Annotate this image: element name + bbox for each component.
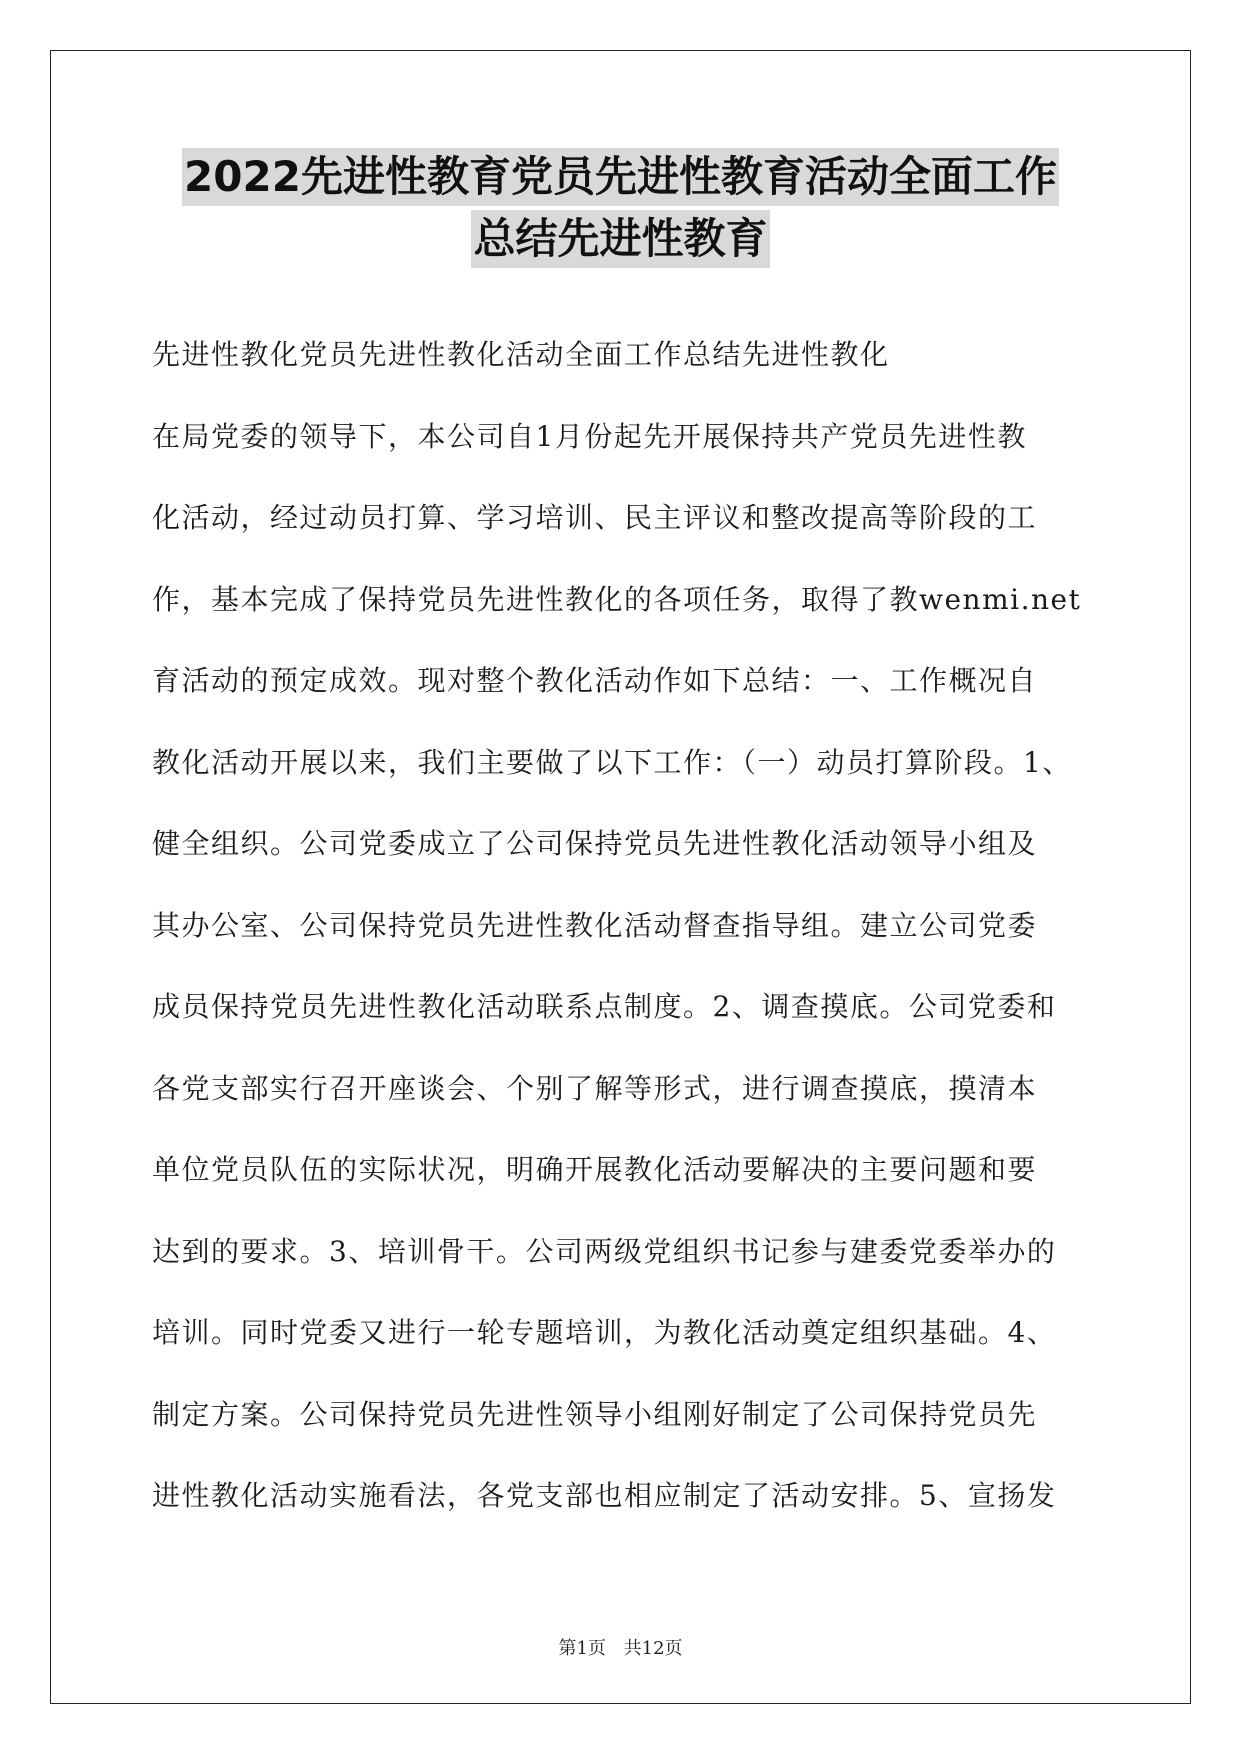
body-line: 培训。同时党委又进行一轮专题培训，为教化活动奠定组织基础。4、 (152, 1316, 1057, 1349)
body-line: 单位党员队伍的实际状况，明确开展教化活动要解决的主要问题和要 (152, 1153, 1038, 1186)
body-line: 达到的要求。3、培训骨干。公司两级党组织书记参与建委党委举办的 (152, 1234, 1057, 1268)
document-title (50, 148, 1191, 272)
body-line: 教化活动开展以来，我们主要做了以下工作：（一）动员打算阶段。1、 (152, 745, 1072, 779)
body-line: 化活动，经过动员打算、学习培训、民主评议和整改提高等阶段的工 (152, 501, 1038, 534)
body-line: 制定方案。公司保持党员先进性领导小组刚好制定了公司保持党员先 (152, 1397, 1038, 1431)
body-line: 作，基本完成了保持党员先进性教化的各项任务，取得了教wenmi.net (152, 582, 1082, 616)
body-line: 进性教化活动实施看法，各党支部也相应制定了活动安排。5、宣扬发 (152, 1479, 1057, 1512)
title-line-1: 2022先进性教育党员先进性教育活动全面工作 (182, 148, 1059, 206)
body-line: 各党支部实行召开座谈会、个别了解等形式，进行调查摸底，摸清本 (152, 1071, 1038, 1105)
current-page-number: 第1页 (558, 1638, 606, 1659)
title-line-2: 总结先进性教育 (471, 210, 769, 268)
body-line: 先进性教化党员先进性教化活动全面工作总结先进性教化 (152, 338, 890, 371)
body-line: 其办公室、公司保持党员先进性教化活动督查指导组。建立公司党委 (152, 908, 1038, 942)
page-footer (50, 1634, 1191, 1660)
body-line: 育活动的预定成效。现对整个教化活动作如下总结：一、工作概况自 (152, 664, 1038, 697)
body-line: 在局党委的领导下，本公司自1月份起先开展保持共产党员先进性教 (152, 419, 1027, 453)
body-line: 健全组织。公司党委成立了公司保持党员先进性教化活动领导小组及 (152, 827, 1038, 860)
body-line: 成员保持党员先进性教化活动联系点制度。2、调查摸底。公司党委和 (152, 990, 1057, 1023)
document-body (152, 335, 1092, 1558)
total-page-count: 共12页 (623, 1638, 683, 1659)
